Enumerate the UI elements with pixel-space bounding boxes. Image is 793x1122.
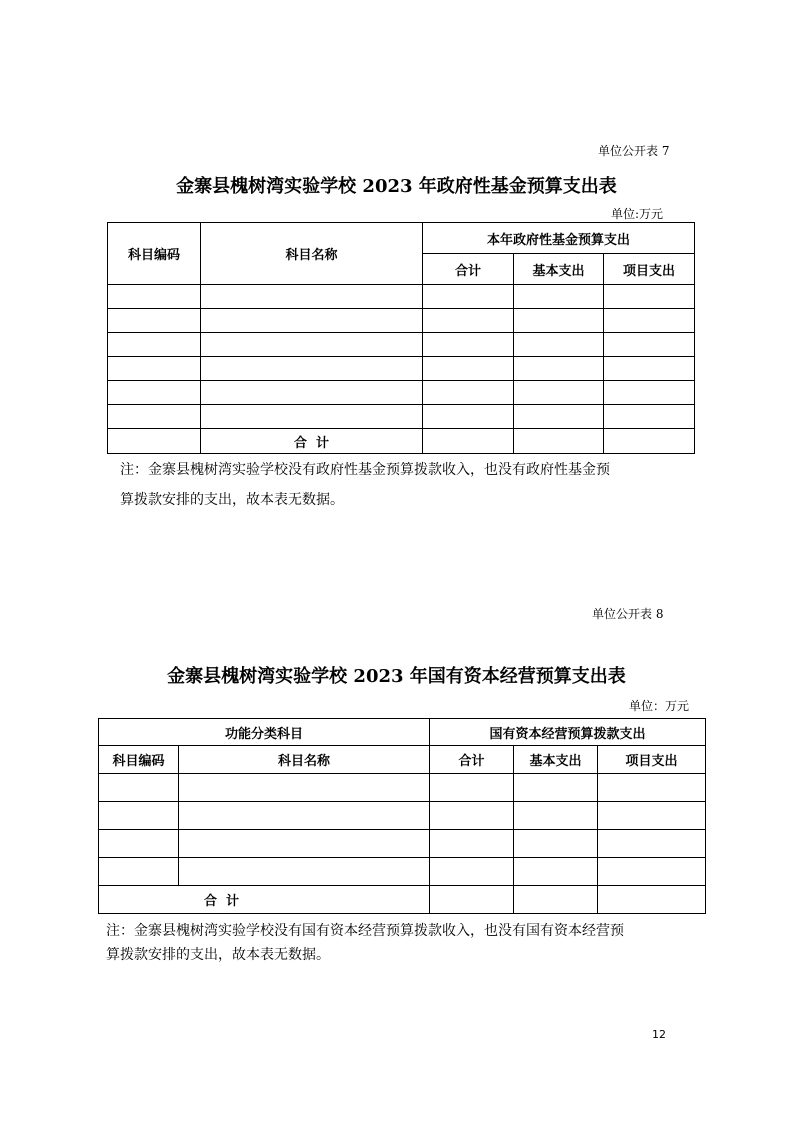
table-cell [423,405,514,429]
table-cell [423,333,514,357]
table-cell [179,802,430,830]
table-cell [201,285,423,309]
table8-header-budget-group: 国有资本经营预算拨款支出 [430,719,706,746]
table7-header-code: 科目编码 [108,223,201,285]
table-cell [604,429,695,454]
table-cell [423,381,514,405]
table-cell [514,405,604,429]
table-cell [604,285,695,309]
table-cell [108,405,201,429]
table-cell [201,405,423,429]
table-cell [108,285,201,309]
table8-note-line2: 算拨款安排的支出，故本表无数据。 [106,947,330,963]
table7-total-row [108,429,695,454]
page-number: 12 [652,1028,666,1041]
table8-header-total: 合计 [430,746,514,774]
table7-header-basic: 基本支出 [514,254,604,285]
table-row [99,774,706,802]
table-cell [514,802,598,830]
table7-header-group: 本年政府性基金预算支出 [423,223,695,254]
table-cell [201,309,423,333]
table-cell [598,886,706,914]
table-row [99,858,706,886]
table-row [108,357,695,381]
table8 [98,718,706,914]
table-cell [108,357,201,381]
table8-note-line1: 注：金寨县槐树湾实验学校没有国有资本经营预算拨款收入，也没有国有资本经营预 [106,923,624,939]
table-cell [514,381,604,405]
table-cell [514,285,604,309]
table8-total-row [99,886,706,914]
table-cell [99,802,179,830]
table7-header-project: 项目支出 [604,254,695,285]
table-cell [430,886,514,914]
table7-header-total: 合计 [423,254,514,285]
table8-header-func-group: 功能分类科目 [99,719,430,746]
table7-header-name: 科目名称 [201,223,423,285]
table-row [99,830,706,858]
table7 [107,222,695,454]
table-cell [604,309,695,333]
table-cell [430,774,514,802]
table7-total-label: 合 计 [201,429,423,454]
table-cell [514,858,598,886]
table-row [108,309,695,333]
table-cell [179,830,430,858]
table-cell [201,333,423,357]
table-cell [514,309,604,333]
table-cell [108,333,201,357]
table8-unit: 单位：万元 [629,699,690,713]
table-cell [99,858,179,886]
table-cell [604,357,695,381]
table8-header-basic: 基本支出 [514,746,598,774]
table7-tag: 单位公开表 7 [598,144,670,158]
table-cell [201,357,423,381]
table-cell [514,429,604,454]
table-cell [423,285,514,309]
table-cell [430,830,514,858]
table-cell [598,858,706,886]
table-row [108,381,695,405]
table8-tag: 单位公开表 8 [592,607,664,621]
table-cell [108,429,201,454]
table-row [108,285,695,309]
table-cell [430,858,514,886]
table-cell [99,774,179,802]
table-cell [514,774,598,802]
table-cell [598,830,706,858]
table-cell [514,333,604,357]
table7-note-line2: 算拨款安排的支出，故本表无数据。 [120,492,344,508]
table-cell [99,830,179,858]
table7-unit: 单位:万元 [611,207,664,221]
table-cell [179,774,430,802]
table8-header-code: 科目编码 [99,746,179,774]
table8-total-label: 合 计 [99,886,430,914]
table-cell [604,381,695,405]
table-cell [179,858,430,886]
table-cell [423,429,514,454]
table-cell [108,381,201,405]
table-row [108,333,695,357]
table8-title: 金寨县槐树湾实验学校 2023 年国有资本经营预算支出表 [167,666,626,687]
table-cell [514,830,598,858]
table-cell [201,381,423,405]
table-cell [598,802,706,830]
table-cell [598,774,706,802]
table-cell [604,333,695,357]
table-row [108,405,695,429]
table7-title: 金寨县槐树湾实验学校 2023 年政府性基金预算支出表 [176,176,617,197]
table-cell [108,309,201,333]
table-row [99,802,706,830]
table8-header-name: 科目名称 [179,746,430,774]
table8-header-project: 项目支出 [598,746,706,774]
table-cell [514,357,604,381]
table7-note-line1: 注：金寨县槐树湾实验学校没有政府性基金预算拨款收入，也没有政府性基金预 [120,462,610,478]
table-cell [423,309,514,333]
table-cell [423,357,514,381]
table-cell [604,405,695,429]
table-cell [430,802,514,830]
table-cell [514,886,598,914]
